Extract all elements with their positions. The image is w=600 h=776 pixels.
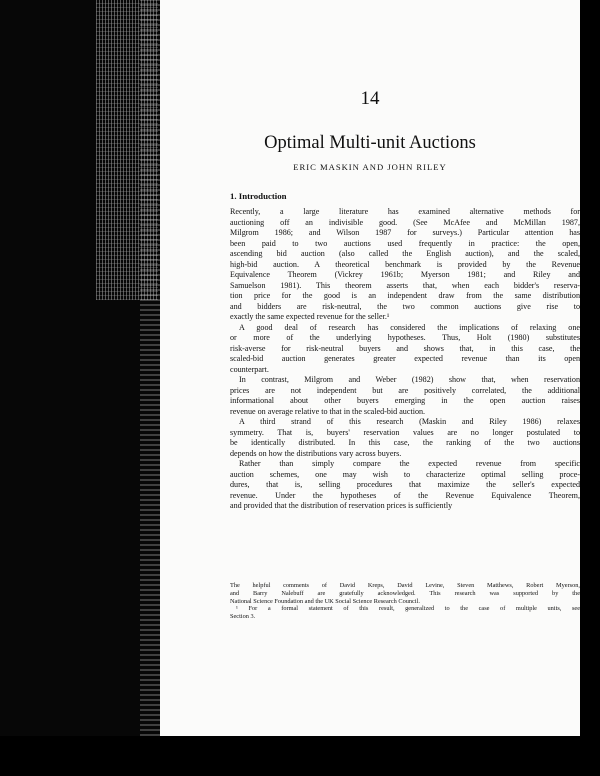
footnote-line: ¹ For a formal statement of this result, generalized to the case of multiple units, see (236, 605, 580, 613)
footnotes (230, 582, 580, 621)
text-line: auction schemes, one may wish to characterize optimal selling proce- (230, 469, 580, 479)
text-line: Recently, a large literature has examined alternative methods for (230, 207, 580, 216)
scan-edge (140, 0, 160, 776)
text-line: symmetry. That is, buyers' reservation values are no longer postulated to (230, 427, 580, 437)
footnote-line: Section 3. (230, 613, 256, 621)
chapter-number: 14 (360, 88, 380, 109)
text-line: Equivalence Theorem (Vickrey 1961b; Myerson 1981; and Riley and (230, 270, 580, 279)
book-page (160, 0, 580, 736)
text-line: exactly the same expected revenue for the seller.¹ (230, 312, 390, 321)
text-line: been paid to two auctions used frequently in practice: the open, (230, 238, 580, 248)
text-line: In contrast, Milgrom and Weber (1982) show that, when reservation (239, 375, 580, 384)
text-line: counterpart. (230, 364, 269, 374)
text-line: depends on how the distributions vary across buyers. (230, 448, 402, 458)
scan-border-bottom (0, 736, 600, 776)
text-line: and bidders are risk-neutral, the two common auctions give rise to (230, 301, 580, 311)
footnote-line: The helpful comments of David Kreps, David Levine, Steven Matthews, Robert Myerson, (230, 582, 580, 589)
chapter-authors: ERIC MASKIN AND JOHN RILEY (293, 162, 447, 172)
text-line: or more of the underlying hypotheses. Thus, Holt (1980) substitutes (230, 333, 580, 342)
text-line: prices are not independent but are positively correlated, the additional (230, 385, 580, 395)
section-heading: 1. Introduction (230, 191, 287, 201)
footnote-line: and Barry Nalebuff are gratefully acknowledged. This research was supported by the (230, 589, 580, 597)
text-line: ascending bid auction (also called the English auction), and the scaled, (230, 249, 580, 258)
body-text (230, 207, 580, 512)
text-line: and provided that the distribution of reservation prices is sufficiently (230, 501, 453, 510)
text-line: risk-averse for risk-neutral buyers and shows that, in this case, the (230, 343, 580, 353)
text-line: Samuelson 1981). This theorem asserts that, when each bidder's reserva- (230, 280, 580, 290)
text-line: informational about other buyers emerging in the open auction raises (230, 396, 580, 405)
text-line: A good deal of research has considered the implications of relaxing one (239, 322, 580, 332)
text-line: high-bid auction. A theoretical benchmark is provided by the Revenue (230, 259, 580, 269)
text-line: scaled-bid auction generates greater expected revenue than its open (230, 354, 580, 363)
text-line: Milgrom 1986; and Wilson 1987 for surveys.) Particular attention has (230, 228, 580, 237)
text-line: revenue. Under the hypotheses of the Revenue Equivalence Theorem, (230, 490, 580, 500)
text-line: tion price for the good is an independent draw from the same distribution (230, 291, 580, 300)
text-line: dures, that is, selling procedures that maximize the seller's expected (230, 480, 580, 489)
text-line: A third strand of this research (Maskin and Riley 1986) relaxes (239, 417, 580, 426)
footnote-line: National Science Foundation and the UK Social Science Research Council. (230, 597, 420, 605)
chapter-title: Optimal Multi-unit Auctions (264, 133, 476, 153)
text-line: Rather than simply compare the expected revenue from specific (239, 459, 580, 468)
text-line: be identically distributed. In this case, the ranking of the two auctions (230, 438, 580, 447)
text-line: revenue on average relative to that in the scaled-bid auction. (230, 406, 426, 416)
text-line: auctioning off an indivisible good. (See McAfee and McMillan 1987, (230, 217, 580, 227)
